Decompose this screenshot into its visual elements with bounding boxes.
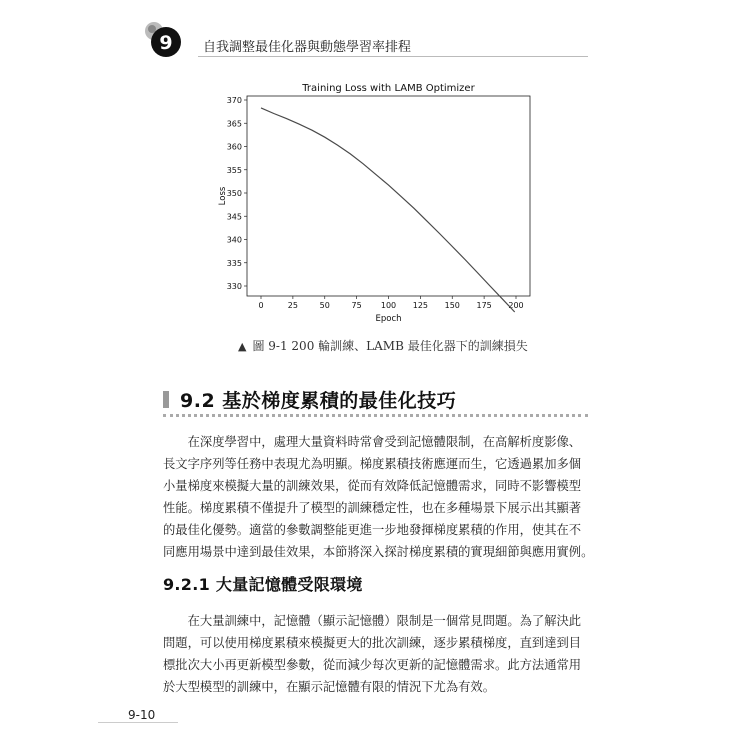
header-rule [198, 56, 588, 57]
x-tick-label: 25 [287, 301, 298, 310]
paragraph-line: 性能。梯度累積不僅提升了模型的訓練穩定性，也在多種場景下展示出其顯著 [163, 501, 582, 515]
section-title: 9.2 基於梯度累積的最佳化技巧 [180, 390, 457, 412]
plot-frame [247, 96, 530, 296]
loss-series-line [261, 108, 515, 312]
x-tick-label: 0 [258, 301, 264, 310]
paragraph-line: 的最佳化優勢。適當的參數調整能更進一步地發揮梯度累積的作用，使其在不 [163, 523, 582, 537]
figure-caption [238, 337, 528, 354]
subsection-paragraph [163, 610, 593, 698]
y-tick-label: 345 [226, 212, 242, 222]
paragraph-line: 小量梯度來模擬大量的訓練效果，從而有效降低記憶體需求，同時不影響模型 [163, 479, 582, 493]
x-axis-label: Epoch [375, 314, 402, 324]
paragraph-line: 長文字序列等任務中表現尤為明顯。梯度累積技術應運而生，它透過累加多個 [163, 457, 582, 471]
y-axis-label: Loss [218, 186, 228, 206]
x-tick-label: 150 [444, 301, 460, 310]
section-bar [163, 391, 169, 408]
chart-title: Training Loss with LAMB Optimizer [302, 83, 475, 94]
x-tick-label: 100 [380, 301, 397, 310]
section-divider [163, 414, 588, 417]
x-tick-label: 75 [351, 301, 362, 310]
chapter-title: 自我調整最佳化器與動態學習率排程 [203, 40, 412, 55]
x-tick-label: 175 [476, 301, 492, 310]
paragraph-line: 同應用場景中達到最佳效果，本節將深入探討梯度累積的實現細節與應用實例。 [163, 545, 594, 559]
paragraph-line: 問題，可以使用梯度累積來模擬更大的批次訓練，逐步累積梯度，直到達到目 [163, 636, 582, 650]
caption-text: 圖 9-1 200 輪訓練、LAMB 最佳化器下的訓練損失 [252, 339, 528, 353]
chapter-badge [140, 18, 184, 62]
y-tick-label: 350 [226, 189, 242, 198]
y-tick-label: 335 [226, 258, 242, 268]
paragraph-line: 於大型模型的訓練中，在顯示記憶體有限的情況下尤為有效。 [163, 680, 496, 694]
subsection-title: 9.2.1 大量記憶體受限環境 [163, 575, 363, 594]
y-tick-label: 365 [226, 119, 242, 129]
x-tick-label: 125 [412, 301, 429, 310]
loss-chart [210, 80, 540, 330]
footer-rule [98, 722, 178, 723]
y-tick-label: 360 [226, 142, 242, 152]
x-tick-label: 200 [508, 301, 524, 310]
paragraph-line: 標批次大小再更新模型參數，從而減少每次更新的記憶體需求。此方法通常用 [163, 658, 582, 672]
y-tick-label: 370 [226, 96, 242, 105]
chapter-number: 9 [159, 32, 173, 54]
paragraph-line: 在大量訓練中，記憶體（顯示記憶體）限制是一個常見問題。為了解決此 [163, 614, 582, 628]
x-tick-label: 50 [319, 301, 330, 310]
y-tick-label: 355 [226, 165, 242, 175]
page-number: 9-10 [128, 708, 156, 722]
section-paragraph [163, 431, 593, 563]
y-tick-label: 340 [226, 235, 242, 245]
y-tick-label: 330 [226, 282, 242, 291]
paragraph-line: 在深度學習中，處理大量資料時常會受到記憶體限制，在高解析度影像、 [163, 435, 582, 449]
caption-marker: ▲ [238, 340, 247, 353]
